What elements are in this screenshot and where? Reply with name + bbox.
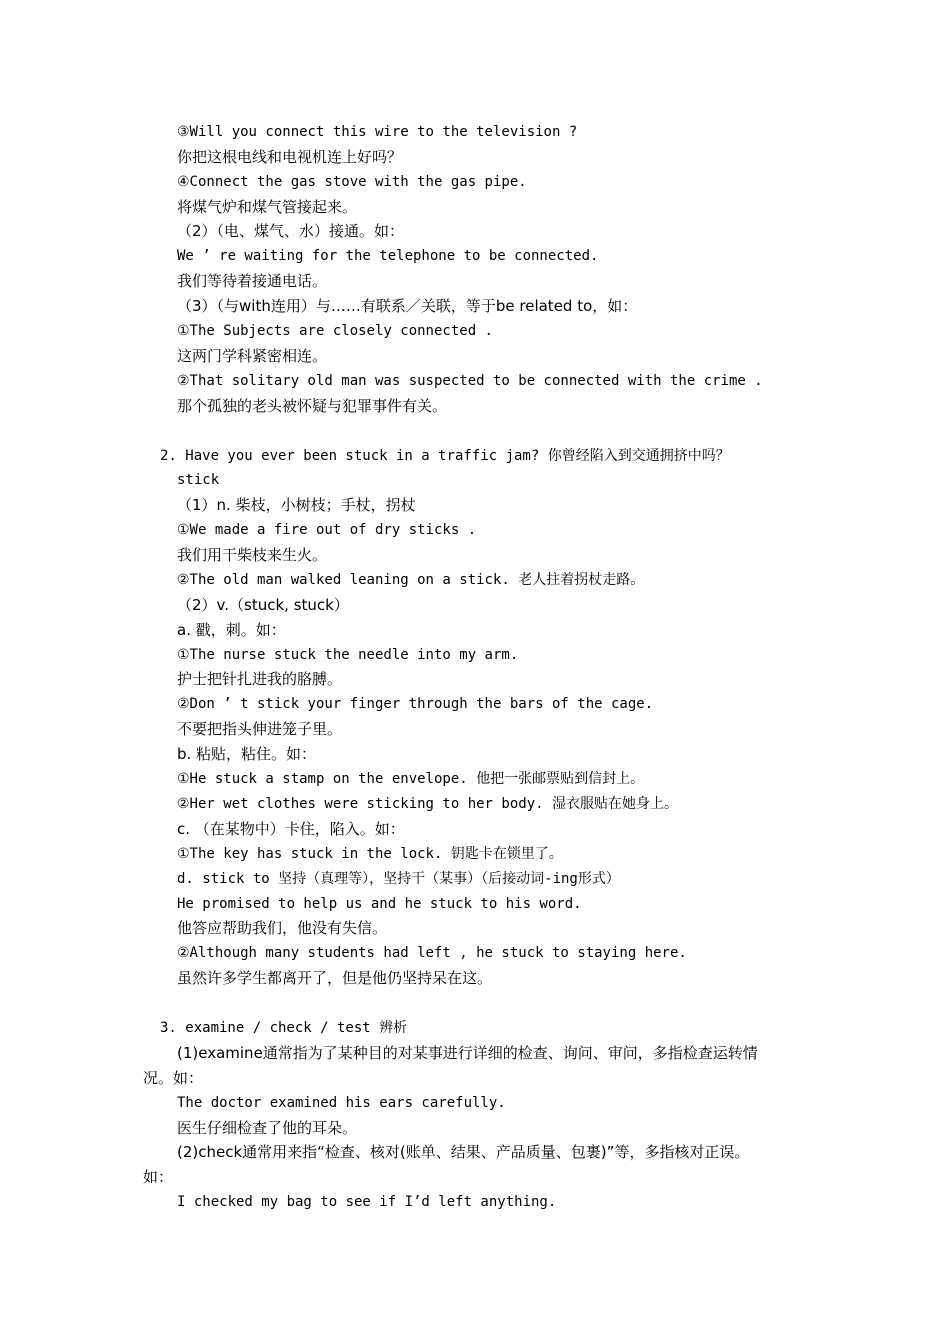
text-line: （3）（与with连用）与……有联系／关联，等于be related to，如：: [177, 297, 638, 315]
text-line: ④Connect the gas stove with the gas pipe.: [177, 174, 527, 190]
text-line: 这两门学科紧密相连。: [177, 347, 328, 365]
text-line: ②The old man walked leaning on a stick. 老人拄着拐杖走路。: [177, 572, 645, 588]
text-line: ①The key has stuck in the lock. 钥匙卡在锁里了。: [177, 846, 563, 862]
text-line: 不要把指头伸进笼子里。: [177, 720, 343, 738]
section-heading: 3. examine / check / test 辨析: [160, 1020, 408, 1036]
text-line: 医生仔细检查了他的耳朵。: [177, 1119, 358, 1137]
text-line: (1)examine通常指为了某种目的对某事进行详细的检查、询问、审问，多指检查运转情: [177, 1044, 758, 1062]
text-line: He promised to help us and he stuck to his word.: [177, 896, 582, 912]
text-line: 我们等待着接通电话。: [177, 272, 328, 290]
text-line: ①We made a fire out of dry sticks .: [177, 522, 477, 538]
text-line: a. 戳，刺。如：: [177, 621, 286, 639]
text-line: ①The Subjects are closely connected .: [177, 323, 493, 339]
text-line: ①The nurse stuck the needle into my arm.: [177, 647, 519, 663]
text-line: The doctor examined his ears carefully.: [177, 1095, 506, 1111]
text-line: ②Her wet clothes were sticking to her body. 湿衣服贴在她身上。: [177, 796, 678, 812]
text-line: 虽然许多学生都离开了，但是他仍坚持呆在这。: [177, 969, 493, 987]
text-line: c. （在某物中）卡住，陷入。如：: [177, 820, 405, 838]
text-line: 况。如：: [143, 1069, 204, 1087]
text-line: ③Will you connect this wire to the television ?: [177, 124, 578, 140]
text-line: 你把这根电线和电视机连上好吗？: [177, 148, 403, 166]
text-line: stick: [177, 472, 220, 488]
text-line: 护士把针扎进我的胳膊。: [177, 670, 343, 688]
text-line: 将煤气炉和煤气管接起来。: [177, 198, 358, 216]
text-line: ②Although many students had left , he stuck to staying here.: [177, 945, 687, 961]
text-line: ②Don ’ t stick your finger through the bars of the cage.: [177, 696, 654, 712]
text-line: d. stick to 坚持（真理等），坚持干（某事）（后接动词-ing形式）: [177, 871, 620, 887]
text-line: 我们用干柴枝来生火。: [177, 546, 328, 564]
text-line: I checked my bag to see if I’d left anything.: [177, 1194, 557, 1210]
text-line: 他答应帮助我们，他没有失信。: [177, 919, 388, 937]
text-line: ②That solitary old man was suspected to be connected with the crime .: [177, 373, 763, 389]
text-line: 那个孤独的老头被怀疑与犯罪事件有关。: [177, 397, 448, 415]
text-line: b. 粘贴，粘住。如：: [177, 745, 317, 763]
text-line: (2)check通常用来指“检查、核对(账单、结果、产品质量、包裹)”等，多指核对正误。: [177, 1143, 750, 1161]
text-line: ①He stuck a stamp on the envelope. 他把一张邮票贴到信封上。: [177, 771, 645, 787]
text-line: （2）v.（stuck, stuck）: [177, 596, 349, 614]
text-line: 如：: [143, 1168, 174, 1186]
section-heading: 2. Have you ever been stuck in a traffic jam? 你曾经陷入到交通拥挤中吗？: [160, 448, 730, 464]
text-line: （2）（电、煤气、水）接通。如：: [177, 222, 405, 240]
text-line: （1）n. 柴枝，小树枝；手杖，拐杖: [177, 496, 416, 514]
text-line: We ’ re waiting for the telephone to be connected.: [177, 248, 599, 264]
